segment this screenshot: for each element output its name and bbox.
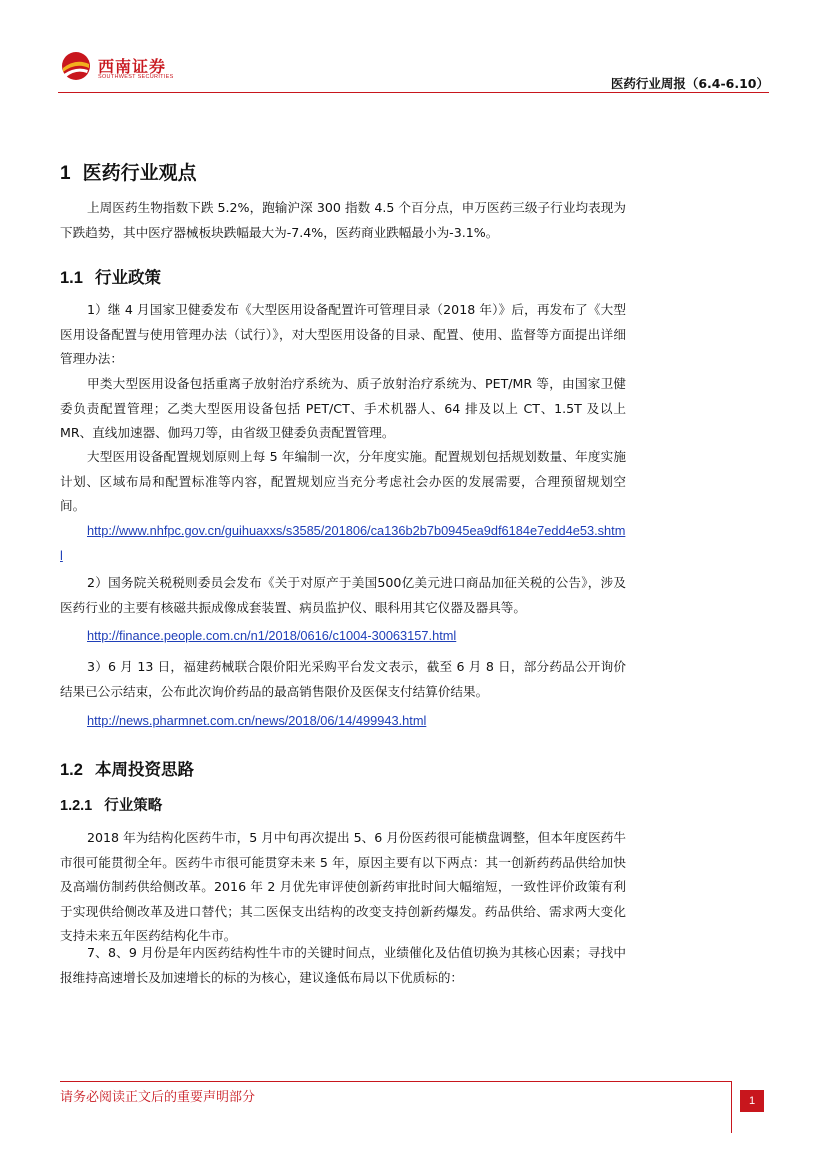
page-number: 1 [740, 1090, 764, 1112]
paragraph: 2018 年为结构化医药牛市，5 月中旬再次提出 5、6 月份医药很可能横盘调整，但本年度医药牛市很可能贯彻全年。医药牛市很可能贯穿未来 5 年，原因主要有以下两点：其一创新药药品供给加快及高端仿制药供给侧改革。2016 年 2 月优先审评使创新药审批时间大幅缩短，一致性评价政策有利于实现供给侧改革及进口替代；其二医保支出结构的改变支持创新药爆发。药品供给、需求两大变化支持未来五年医药结构化牛市。 [60, 830, 626, 943]
section-number: 1.1 [60, 269, 83, 287]
header-divider [58, 92, 769, 93]
section-heading-1-2 [60, 756, 194, 780]
logo-english-text: SOUTHWEST SECURITIES [98, 74, 174, 80]
policy-link[interactable]: http://www.nhfpc.gov.cn/guihuaxxs/s3585/201806/ca136b2b7b0945ea9df6184e7edd4e53.shtml [60, 523, 626, 563]
section-title: 行业政策 [94, 268, 161, 287]
paragraph: 2）国务院关税税则委员会发布《关于对原产于美国500亿美元进口商品加征关税的公告》，涉及医药行业的主要有核磁共振成像成套装置、病员监护仪、眼科用其它仪器及器具等。 [60, 575, 626, 615]
link-paragraph [60, 519, 626, 568]
section-number: 1.2 [60, 761, 83, 779]
section-number: 1 [60, 163, 71, 184]
section-number: 1.2.1 [60, 798, 93, 814]
section-heading-1 [60, 158, 197, 185]
paragraph: 上周医药生物指数下跌 5.2%，跑输沪深 300 指数 4.5 个百分点，申万医药三级子行业均表现为下跌趋势，其中医疗器械板块跌幅最大为-7.4%，医药商业跌幅最小为-3.1%。 [60, 200, 626, 240]
company-logo [60, 48, 190, 88]
logo-chinese-text: 西南证券 [98, 57, 167, 76]
paragraph: 1）继 4 月国家卫健委发布《大型医用设备配置许可管理目录（2018 年）》后，再发布了《大型医用设备配置与使用管理办法（试行）》，对大型医用设备的目录、配置、使用、监督等方面提出详细管理办法： [60, 302, 626, 366]
report-title: 医药行业周报（6.4-6.10） [610, 76, 769, 91]
section-title: 本周投资思路 [94, 760, 194, 779]
section-heading-1-2-1 [60, 794, 162, 815]
paragraph: 7、8、9 月份是年内医药结构性牛市的关键时间点，业绩催化及估值切换为其核心因素；寻找中报维持高速增长及加速增长的标的为核心，建议逢低布局以下优质标的： [60, 945, 626, 985]
section-heading-1-1 [60, 264, 161, 288]
paragraph: 大型医用设备配置规划原则上每 5 年编制一次，分年度实施。配置规划包括规划数量、年度实施计划、区域布局和配置标准等内容，配置规划应当充分考虑社会办医的发展需要，合理预留规划空间。 [60, 449, 626, 513]
paragraph: 3）6 月 13 日，福建药械联合限价阳光采购平台发文表示，截至 6 月 8 日，部分药品公开询价结果已公示结束，公布此次询价药品的最高销售限价及医保支付结算价结果。 [60, 659, 626, 699]
tariff-link[interactable]: http://finance.people.com.cn/n1/2018/0616/c1004-30063157.html [87, 628, 457, 643]
footer-disclaimer: 请务必阅读正文后的重要声明部分 [60, 1090, 256, 1105]
link-paragraph [60, 709, 626, 734]
section-title: 行业策略 [104, 798, 163, 814]
footer-vertical-divider [731, 1081, 732, 1133]
footer-divider [60, 1081, 731, 1082]
section-title: 医药行业观点 [82, 162, 197, 184]
link-paragraph [60, 624, 626, 649]
paragraph: 甲类大型医用设备包括重离子放射治疗系统为、质子放射治疗系统为、PET/MR 等，由国家卫健委负责配置管理；乙类大型医用设备包括 PET/CT、手术机器人、64 排及以上 CT、1.5T 及以上 MR、直线加速器、伽玛刀等，由省级卫健委负责配置管理。 [60, 376, 626, 440]
logo-emblem-icon [60, 50, 92, 84]
pharmnet-link[interactable]: http://news.pharmnet.com.cn/news/2018/06/14/499943.html [87, 713, 427, 728]
